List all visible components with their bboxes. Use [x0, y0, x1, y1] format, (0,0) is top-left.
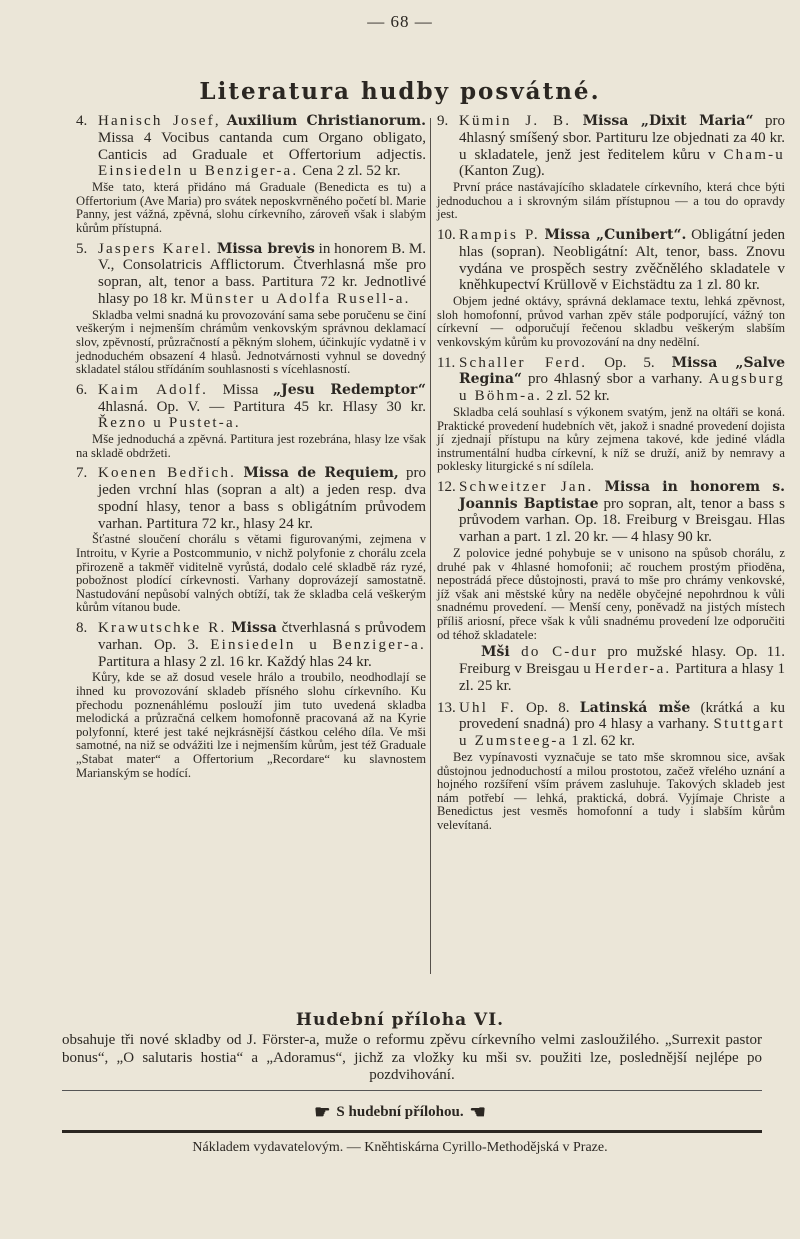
entry-heading — [76, 113, 426, 180]
entry-number: 6. — [76, 381, 88, 398]
entry-review: Z polovice jedné pohybuje se v unisono na spůsob chorálu, z druhé pak v 4hlasné homofonii; ač rouchem prostým přioděna, nepostrádá přece důstojnosti, pravá to mše pro chrámy venkovské, jíž však ani městské kůry na neděle obyčejné nepohrdnou k vůli snadnému provedení. — Menší ceny, poněvadž na jistých místech příliš ariosní, přece však k vůli snadnému provedení lze odporučiti od téhož skladatele: — [437, 546, 785, 642]
entry-text: pro sopran, alt, tenor a bass s průvodem varhan. Op. 18. Freiburg v Breisgau. Hlas varhan a part. 1 zl. 20 kr. — 4 hlasy 90 kr. — [459, 495, 785, 546]
review-entry — [437, 113, 785, 222]
work-title: Missa „Cunibert“. — [544, 226, 687, 243]
review-entry — [437, 479, 785, 695]
pointing-hand-left-icon: ☚ — [469, 1102, 486, 1122]
spaced-name: Einsiedeln u Benziger-a. — [98, 163, 299, 180]
entry-number: 11. — [437, 354, 456, 371]
work-title: Missa brevis — [216, 240, 315, 257]
spaced-name: Uhl F. — [459, 699, 516, 716]
work-title: Mši — [481, 644, 510, 661]
entry-text: pro mužské hlasy. Op. 11. Freiburg v Breisgau u — [459, 644, 785, 678]
spaced-name: do C-dur — [509, 644, 599, 661]
work-title: Missa „Salve Regina“ — [459, 354, 785, 388]
entry-number: 10. — [437, 226, 456, 243]
review-entry — [76, 113, 426, 236]
with-supplement-text: S hudební přílohou. — [336, 1103, 464, 1120]
entry-heading — [76, 465, 426, 532]
entry-text: Cena 2 zl. 52 kr. — [298, 163, 401, 180]
entry-text: Partitura a hlasy 2 zl. 16 kr. Každý hlas 24 kr. — [98, 653, 372, 670]
imprint-footer: Nákladem vydavatelovým. — Kněhtiskárna Cyrillo-Methodějská v Praze. — [192, 1140, 608, 1155]
entry-review: Bez vypínavosti vyznačuje se tato mše skromnou sice, avšak důstojnou jednoduchostí a milou prostotou, začež vřelého uznání a hojného rozšíření vším právem zasluhuje. Takových skladeb jest nám potřebí — lehká, praktická, dobrá. Vyjímaje Christe a Benedictus jest vesměs homofonní a tudy i slabším kůrům velevítaná. — [437, 750, 785, 832]
spaced-name: Krawutschke R. — [98, 620, 227, 637]
entry-text: (krátká a ku provedení snadná) pro 4 hlasy a varhany. — [459, 699, 786, 733]
entry-text: pro jeden vrchní hlas (sopran a alt) a jeden resp. dva spodní hlasy, tenor a bass s obligátním průvodem varhan. Partitura 72 kr., hlasy 24 kr. — [98, 465, 426, 532]
left-column — [76, 113, 426, 785]
review-entry — [437, 355, 785, 474]
spaced-name: Schaller Ferd. — [459, 354, 588, 371]
work-title: Missa „Dixit Maria“ — [582, 113, 754, 129]
spaced-name: Řezno u Pustet-a. — [98, 415, 241, 432]
right-column — [437, 113, 785, 838]
entry-review: Mše tato, která přidáno má Graduale (Benedicta es tu) a Offertorium (Ave Maria) pro svátek neposkvrněného početí bl. Marie Panny, jest vážná, zpěvná, slohu církevního, zároveň však i slabým kůrům přístupná. — [76, 180, 426, 235]
entry-number: 13. — [437, 699, 456, 716]
review-entry — [76, 241, 426, 377]
entry-number: 12. — [437, 478, 456, 495]
entry-text — [593, 479, 604, 495]
entry-text: (Kanton Zug). — [459, 163, 545, 180]
section-title: Literatura hudby posvátné. — [199, 78, 601, 105]
work-title: Missa — [231, 620, 277, 637]
entry-text: Obligátní jeden hlas (sopran). Neobligátní: Alt, tenor, bass. Znovu vydána ve prospěch sestry zvěčnělého skladatele v kněhkupectví Krüllově v Eichstädtu za 1 zl. 80 kr. — [459, 226, 785, 294]
page-number: — 68 — — [367, 12, 433, 31]
entry-heading — [76, 382, 426, 432]
entry-text: 1 zl. 62 kr. — [567, 733, 635, 750]
pointing-hand-right-icon: ☛ — [314, 1102, 331, 1122]
divider-thick — [62, 1130, 762, 1133]
entry-heading — [437, 113, 785, 180]
divider — [62, 1090, 762, 1091]
entry-review: Šťastné sloučení chorálu s větami figurovanými, zejmena v Introitu, v Kyrie a Postcommunio, v nichž polyfonie z chorálu zcela přirozeně a takměř viditelně vyrůstá, dodalo celé skladbě ráz ryzé, pobožnost plodící církevnosti. Varhany doprovázejí samostatně. Nastudování nepůsobí valných obtíží, tak že skladba celá veškerým kůrům vítanou bude. — [76, 532, 426, 615]
entry-review: Mše jednoduchá a zpěvná. Partitura jest rozebrána, hlasy lze však na skladě obdržeti. — [76, 432, 426, 460]
entry-review: Kůry, kde se až dosud vesele hrálo a troubilo, neodhodlají se ihned ku provozování skladeb přísného slohu církevního. Ku přechodu poznenáhlému poslouží jim tuto uvedená skladba melodická a průzračná celkem homofonně pracovaná až na Kyrie polyfonní, které jest také nejkrásnější částkou celého díla. Ve mši samotné, na niž se odvážiti lze i nejmenším kůrům, jest též Graduale „Stabat mater“ a Offertorium „Recordare“ ku slavnostem Marianským se hodící. — [76, 670, 426, 780]
entry-text: , — [214, 113, 227, 129]
review-entry — [437, 227, 785, 350]
review-entry — [76, 382, 426, 461]
spaced-name: Kaim Adolf. — [98, 381, 209, 398]
entry-number: 5. — [76, 240, 88, 257]
entry-text: Missa 4 Vocibus cantanda cum Organo obligato, Canticis ad Graduale et Offertorium adjectis. — [98, 129, 426, 163]
spaced-name: Hanisch Josef — [98, 113, 215, 129]
entry-heading — [437, 479, 785, 546]
spaced-name: Münster u Adolfa Rusell-a. — [190, 290, 411, 307]
entry-number: 9. — [437, 113, 449, 129]
entry-review: První práce nastávajícího skladatele církevního, která chce býti jednoduchou a i skrovným silám přístupnou — a tou do opravdy jest. — [437, 180, 785, 222]
entry-review: Skladba celá souhlasí s výkonem svatým, jenž na oltáři se koná. Praktické provedení hudebních vět, jakož i snadné provedení dojista jí zjednají přístupu na kůry zejmena takové, kde jediné vládla instrumentální hudba církevní, k níž se druží, aniž by nemravy a poklesky liturgické s ní sdílela. — [437, 404, 785, 474]
review-entry — [76, 465, 426, 615]
entry-review: Objem jedné oktávy, správná deklamace textu, lehká zpěvnost, sloh homofonní, průvod varhan zpěv stále podporující, vážný ton církevní — odporučují řečenou skladbu veškerým slabším venkovským kůrům ku provozování na dny nedělní. — [437, 294, 785, 349]
entry-text: Partitura a hlasy 1 zl. 25 kr. — [459, 661, 785, 694]
work-title: Missa de Requiem, — [243, 465, 399, 482]
entry-text: in honorem B. M. V., Consolatricis Afflictorum. Čtverhlasná mše pro sopran, alt, tenor a bass. Partitura 72 kr. Jednotlivé hlasy po 18 kr. — [98, 240, 426, 307]
review-entry — [76, 620, 426, 780]
entry-text: čtverhlasná s průvodem varhan. Op. 3. — [98, 620, 426, 653]
supplement-text: obsahuje tři nové skladby od J. Förster-a, muže o reformu zpěvu církevního velmi zasloužilého. „Surrexit pastor bonus“, „O salutaris hostia“ a „Adoramus“, jichž za vložky ku mši sv. použiti lze, poslednější nejlépe po pozdvihování. — [62, 1032, 762, 1083]
entry-heading — [437, 355, 785, 405]
entry-text: Missa — [208, 381, 274, 398]
spaced-name: Koenen Bedřich. — [98, 465, 237, 482]
spaced-name: Kümin J. B. — [459, 113, 572, 129]
entry-text: Op. 5. — [587, 354, 672, 371]
entry-number: 7. — [76, 465, 88, 482]
work-title: Missa in honorem s. Joannis Baptistae — [459, 478, 785, 512]
entry-heading — [76, 241, 426, 308]
spaced-name: Einsiedeln u Benziger-a. — [210, 636, 426, 653]
work-title: Latinská mše — [579, 699, 691, 716]
entry-text: 4hlasná. Op. V. — Partitura 45 kr. Hlasy 30 kr. — [98, 398, 426, 415]
entry-heading — [76, 620, 426, 670]
entry-review: Skladba velmi snadná ku provozování sama sebe poručenu se činí veškerým i nejmenším chrámům venkovským správnou deklamací slov, zpěvností, průzračností a pěkným slohem, účinkujíc vydatně i v jednoduchém obsazení 4 hlasů. Jednotvárnosti vyhnul se dovedný skladatel stálou střídáním souhlasnosti s vícehlasností. — [76, 307, 426, 377]
review-entry — [437, 700, 785, 833]
entry-number: 4. — [76, 113, 88, 129]
spaced-name: Augsburg u Böhm-a. — [459, 371, 785, 405]
entry-text: 2 zl. 52 kr. — [542, 388, 610, 405]
work-title: Auxilium Christianorum. — [226, 113, 426, 129]
entry-text: Op. 8. — [515, 699, 580, 716]
work-title: „Jesu Redemptor“ — [273, 381, 426, 398]
entry-text: pro 4hlasný sbor a varhany. — [521, 371, 709, 388]
spaced-name: Rampis P. — [459, 226, 540, 243]
spaced-name: Herder-a. — [594, 661, 672, 678]
entry-text: pro 4hlasný smíšený sbor. Partituru lze objednati za 40 kr. u skladatele, jenž jest ředitelem kůru v — [459, 113, 786, 163]
spaced-name: Schweitzer Jan. — [459, 478, 594, 495]
supplement-title: Hudební příloha VI. — [295, 1010, 505, 1030]
entry-recommendation — [437, 644, 785, 694]
entry-text — [571, 113, 582, 129]
entry-number: 8. — [76, 620, 88, 637]
with-supplement-line — [0, 1102, 800, 1123]
column-divider — [430, 118, 431, 974]
spaced-name: Cham-u — [723, 146, 785, 163]
entry-heading — [437, 227, 785, 294]
entry-heading — [437, 700, 785, 750]
spaced-name: Stuttgart u Zumsteeg-a — [459, 716, 785, 750]
spaced-name: Jaspers Karel. — [98, 240, 214, 257]
